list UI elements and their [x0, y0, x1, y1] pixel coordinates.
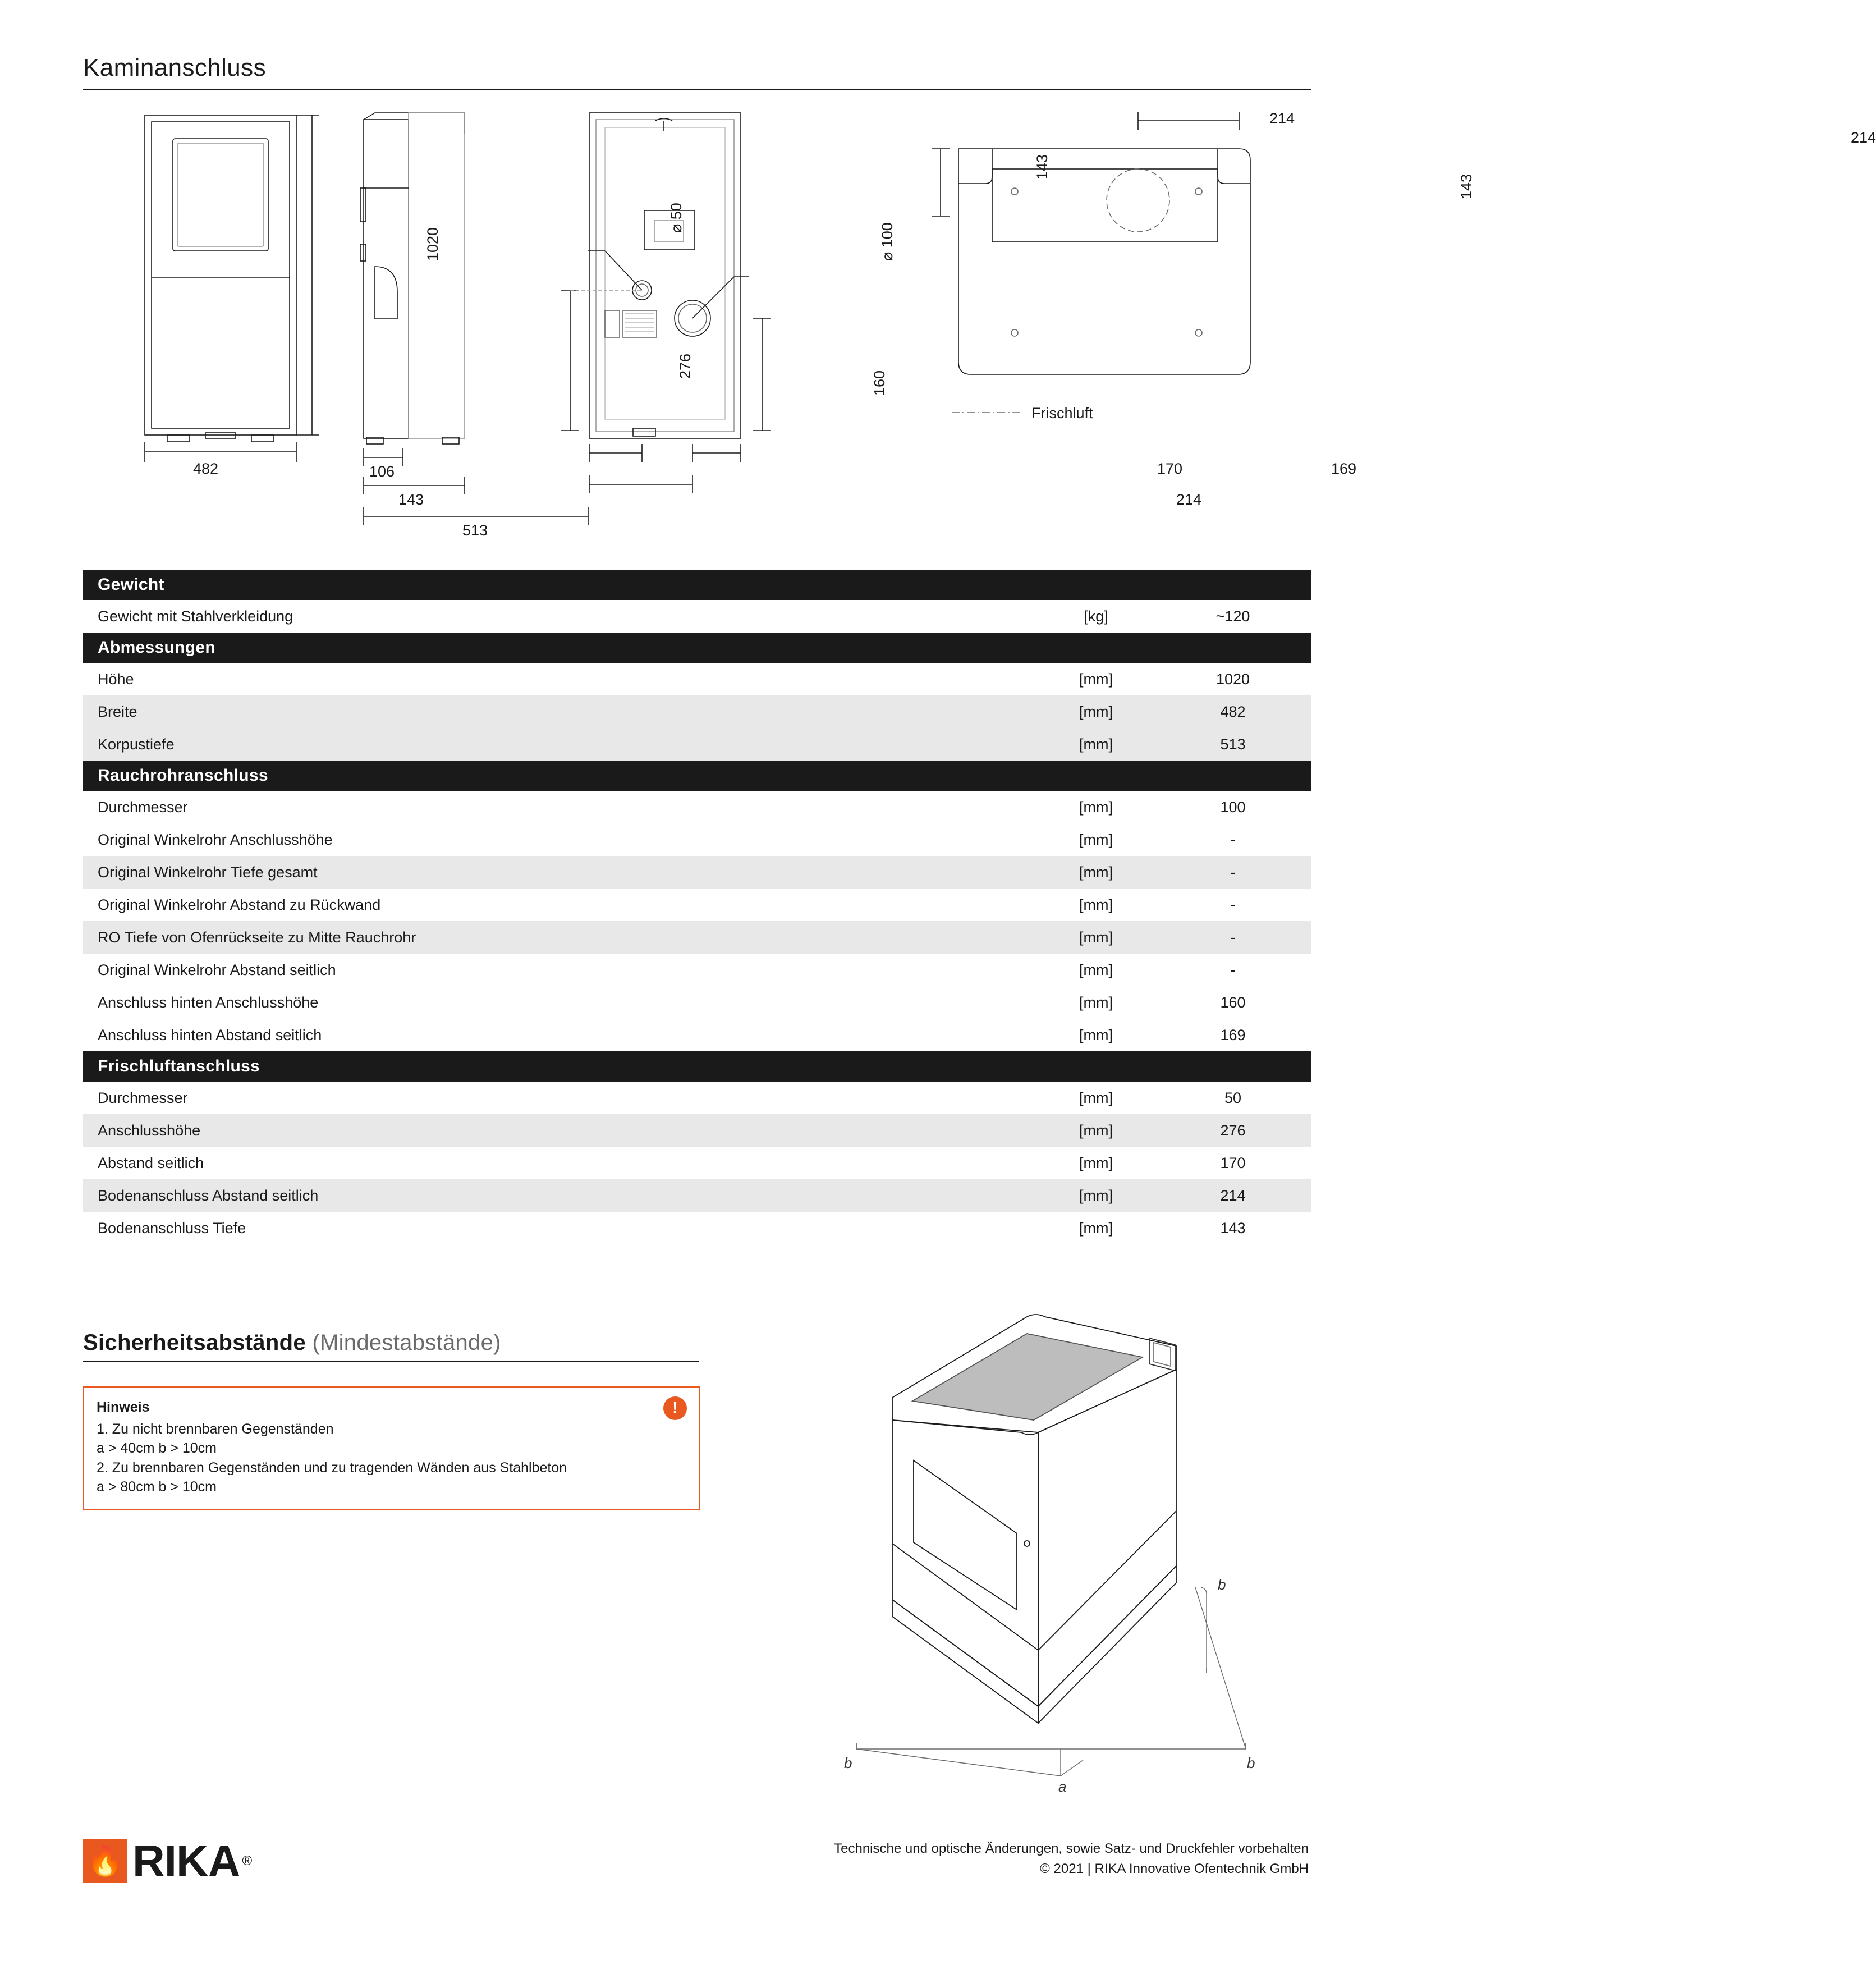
dim-top-width-visible: 214 — [1269, 110, 1295, 127]
table-row — [83, 600, 1311, 633]
table-section-header — [83, 761, 1311, 791]
row-label: Abstand seitlich — [83, 1147, 1037, 1179]
specifications-table — [83, 570, 1311, 1244]
dim-fresh-air-diameter: ⌀ 50 — [668, 203, 685, 233]
row-unit: [mm] — [1037, 1114, 1155, 1147]
row-label: Bodenanschluss Tiefe — [83, 1212, 1037, 1244]
note-line-3: 2. Zu brennbaren Gegenständen und zu tragenden Wänden aus Stahlbeton — [97, 1459, 567, 1476]
row-value: - — [1155, 954, 1311, 986]
row-label: Original Winkelrohr Abstand zu Rückwand — [83, 889, 1037, 921]
note-line-2: a > 40cm b > 10cm — [97, 1440, 217, 1456]
row-unit: [mm] — [1037, 1212, 1155, 1244]
table-row — [83, 889, 1311, 921]
drawings-svg — [83, 98, 1311, 553]
dim-front-height: 1020 — [424, 227, 441, 261]
row-value: - — [1155, 889, 1311, 921]
table-row — [83, 856, 1311, 889]
table-section-header — [83, 1051, 1311, 1082]
safety-title — [83, 1330, 700, 1356]
row-unit: [mm] — [1037, 728, 1155, 761]
footer-disclaimer — [834, 1839, 1309, 1879]
section-title-abmessungen: Abmessungen — [83, 633, 1311, 663]
table-row — [83, 1019, 1311, 1051]
section-title-rauchrohranschluss: Rauchrohranschluss — [83, 761, 1311, 791]
row-unit: [mm] — [1037, 954, 1155, 986]
safety-title-bold: Sicherheitsabstände — [83, 1330, 306, 1355]
registered-mark: ® — [242, 1853, 253, 1869]
iso-label-a: a — [1058, 1778, 1067, 1795]
row-label: Höhe — [83, 663, 1037, 695]
row-unit: [mm] — [1037, 663, 1155, 695]
dim-side-small: 106 — [369, 463, 395, 480]
dim-flue-diameter: ⌀ 100 — [879, 222, 896, 261]
page-title: Kaminanschluss — [83, 54, 266, 81]
note-line-4: a > 80cm b > 10cm — [97, 1479, 217, 1495]
row-unit: [mm] — [1037, 823, 1155, 856]
safety-divider — [83, 1361, 699, 1362]
table-row — [83, 1212, 1311, 1244]
table-row — [83, 1114, 1311, 1147]
table-row — [83, 1179, 1311, 1212]
table-section-header — [83, 570, 1311, 600]
table-row — [83, 1147, 1311, 1179]
table-row — [83, 1082, 1311, 1114]
row-label: Gewicht mit Stahlverkleidung — [83, 600, 1037, 633]
row-value: 170 — [1155, 1147, 1311, 1179]
row-value: 1020 — [1155, 663, 1311, 695]
section-title-gewicht: Gewicht — [83, 570, 1311, 600]
dim-front-width: 482 — [193, 460, 219, 477]
dim-bottom-side: 214 — [1176, 491, 1202, 508]
row-label: Original Winkelrohr Tiefe gesamt — [83, 856, 1037, 889]
row-label: Bodenanschluss Abstand seitlich — [83, 1179, 1037, 1212]
logo-wordmark: RIKA — [132, 1836, 240, 1886]
row-label: Original Winkelrohr Abstand seitlich — [83, 954, 1037, 986]
exclamation-icon: ! — [663, 1396, 687, 1420]
row-value: 482 — [1155, 695, 1311, 728]
disclaimer-line-1: Technische und optische Änderungen, sowie Satz- und Druckfehler vorbehalten — [834, 1841, 1309, 1856]
safety-title-light: (Mindestabstände) — [305, 1330, 501, 1355]
row-unit: [mm] — [1037, 1147, 1155, 1179]
dim-flue-side: 169 — [1331, 460, 1357, 477]
row-unit: [mm] — [1037, 986, 1155, 1019]
table-row — [83, 986, 1311, 1019]
row-label: Durchmesser — [83, 791, 1037, 823]
safety-section-header — [83, 1330, 700, 1362]
row-label: Korpustiefe — [83, 728, 1037, 761]
note-title: Hinweis — [97, 1399, 150, 1415]
isometric-drawing — [724, 1280, 1313, 1795]
table-row — [83, 823, 1311, 856]
page-footer — [0, 1824, 1392, 1936]
row-label: Anschlusshöhe — [83, 1114, 1037, 1147]
row-unit: [mm] — [1037, 1019, 1155, 1051]
row-label: Breite — [83, 695, 1037, 728]
section-title-frischluftanschluss: Frischluftanschluss — [83, 1051, 1311, 1082]
row-unit: [mm] — [1037, 889, 1155, 921]
page-header — [83, 54, 1311, 90]
table-row — [83, 728, 1311, 761]
dim-top-depth-visible: 143 — [1034, 154, 1051, 180]
dim-top-width: 214 — [1851, 129, 1876, 146]
isometric-svg — [724, 1280, 1313, 1785]
table-row — [83, 921, 1311, 954]
dim-fresh-air-height: 276 — [677, 353, 694, 379]
dim-side-mid: 143 — [398, 491, 424, 508]
row-value: 50 — [1155, 1082, 1311, 1114]
row-value: 276 — [1155, 1114, 1311, 1147]
row-value: 169 — [1155, 1019, 1311, 1051]
hinweis-note-box — [83, 1386, 700, 1510]
row-value: 513 — [1155, 728, 1311, 761]
disclaimer-line-2: © 2021 | RIKA Innovative Ofentechnik GmbH — [1040, 1861, 1309, 1876]
row-value: 160 — [1155, 986, 1311, 1019]
row-label: RO Tiefe von Ofenrückseite zu Mitte Rauchrohr — [83, 921, 1037, 954]
header-divider — [83, 89, 1311, 90]
dim-fresh-air-side: 170 — [1157, 460, 1183, 477]
iso-label-b-right: b — [1218, 1576, 1226, 1593]
iso-label-b-left: b — [844, 1755, 852, 1771]
technical-drawings — [83, 98, 1876, 553]
row-value: - — [1155, 823, 1311, 856]
flame-icon: 🔥 — [83, 1839, 127, 1883]
table-row — [83, 695, 1311, 728]
row-unit: [mm] — [1037, 695, 1155, 728]
row-unit: [mm] — [1037, 921, 1155, 954]
dim-top-depth: 143 — [1458, 173, 1475, 199]
table-row — [83, 663, 1311, 695]
row-unit: [mm] — [1037, 856, 1155, 889]
iso-label-b-front: b — [1247, 1755, 1255, 1771]
rika-logo — [83, 1835, 252, 1887]
row-unit: [kg] — [1037, 600, 1155, 633]
note-line-1: 1. Zu nicht brennbaren Gegenständen — [97, 1421, 334, 1437]
row-unit: [mm] — [1037, 1082, 1155, 1114]
row-value: ~120 — [1155, 600, 1311, 633]
dim-flue-height: 160 — [871, 370, 888, 396]
row-label: Durchmesser — [83, 1082, 1037, 1114]
table-row — [83, 791, 1311, 823]
row-value: 100 — [1155, 791, 1311, 823]
row-label: Original Winkelrohr Anschlusshöhe — [83, 823, 1037, 856]
row-label: Anschluss hinten Abstand seitlich — [83, 1019, 1037, 1051]
legend-frischluft: Frischluft — [1031, 405, 1093, 422]
row-value: 143 — [1155, 1212, 1311, 1244]
table-section-header — [83, 633, 1311, 663]
row-value: - — [1155, 856, 1311, 889]
table-row — [83, 954, 1311, 986]
table-body — [83, 570, 1311, 1244]
row-unit: [mm] — [1037, 791, 1155, 823]
row-unit: [mm] — [1037, 1179, 1155, 1212]
row-value: 214 — [1155, 1179, 1311, 1212]
dim-side-total: 513 — [462, 522, 488, 539]
row-label: Anschluss hinten Anschlusshöhe — [83, 986, 1037, 1019]
row-value: - — [1155, 921, 1311, 954]
